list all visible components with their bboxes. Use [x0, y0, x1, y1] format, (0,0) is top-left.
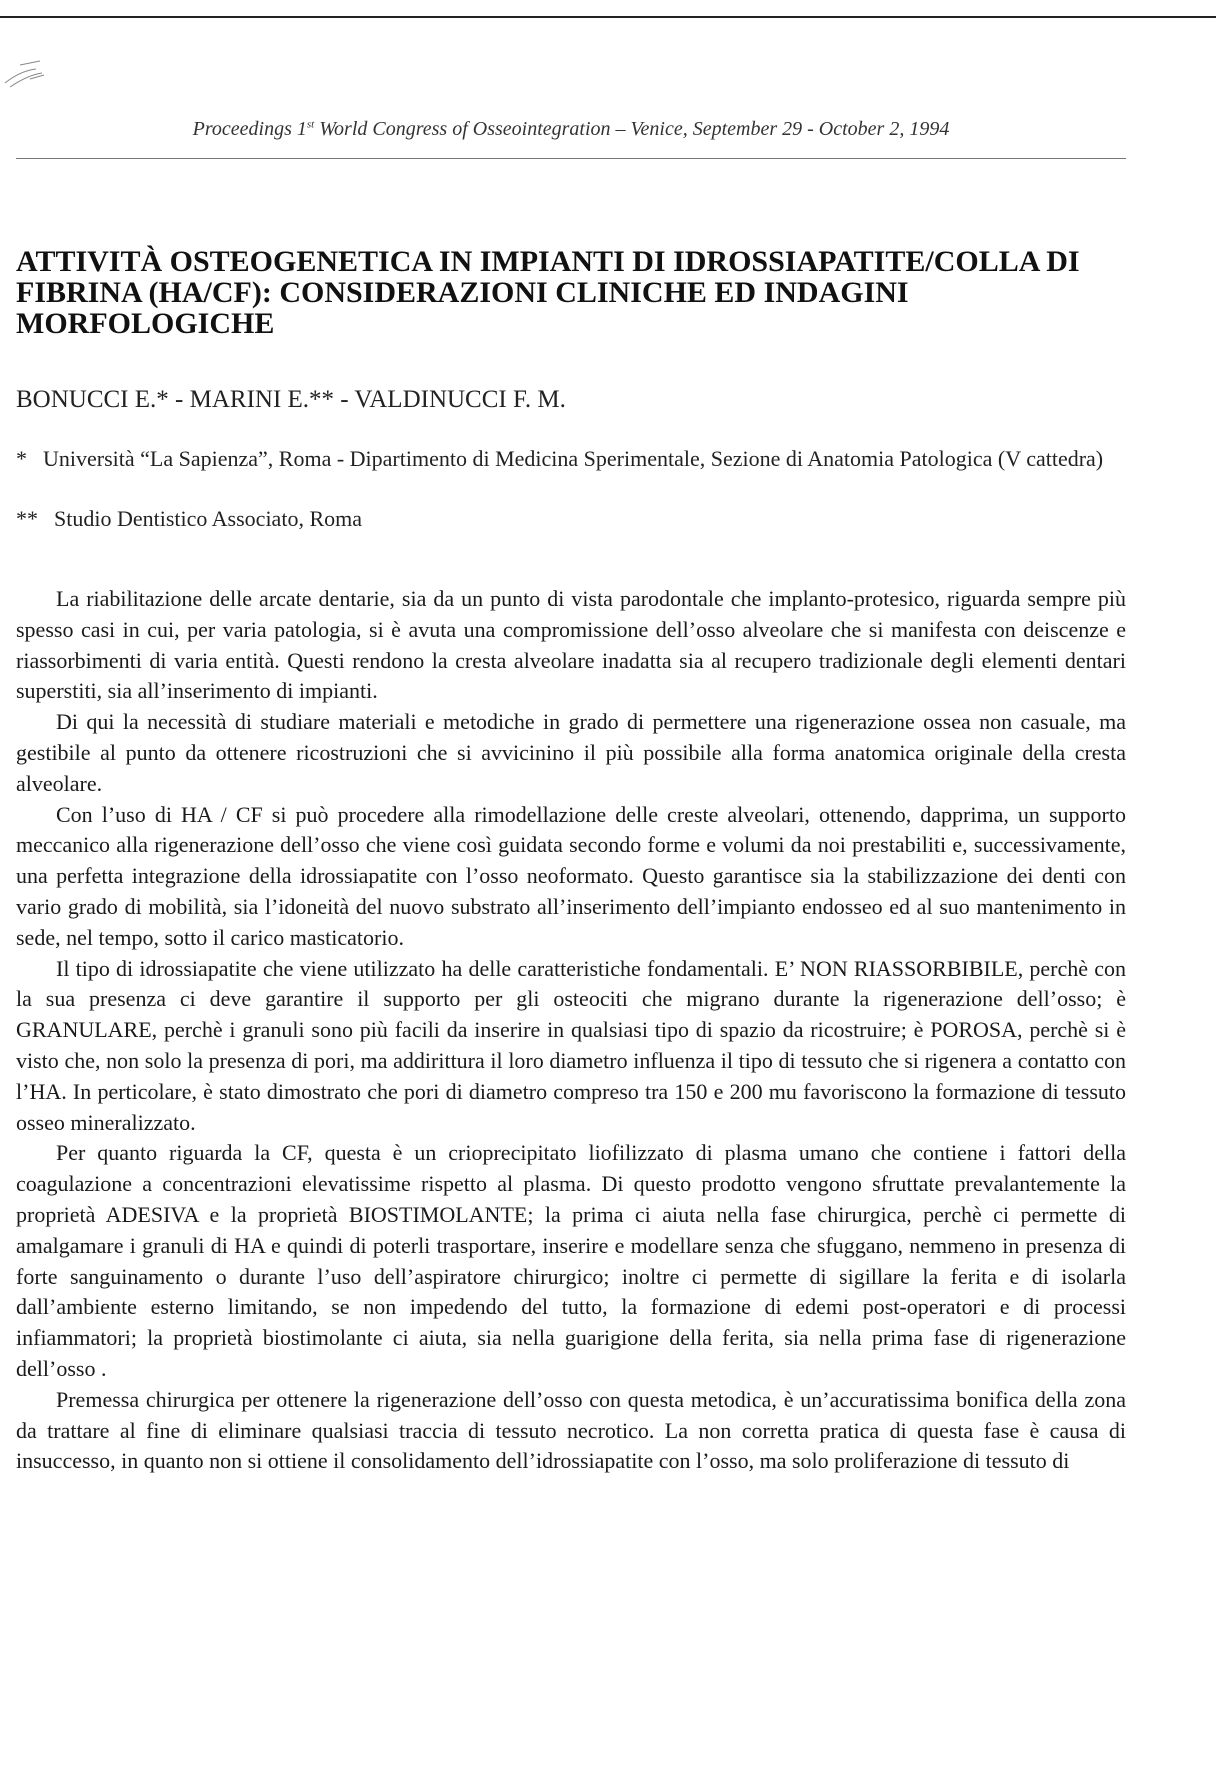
paragraph: Di qui la necessità di studiare materiali e metodiche in grado di permettere una rigenerazione ossea non casuale, ma gestibile al punto da ottenere ricostruzioni che si avvicinino il più possibile alla forma anatomica originale della cresta alveolare. [16, 709, 1126, 796]
affiliation-mark: ** [16, 506, 38, 531]
affiliation-mark: * [16, 446, 27, 471]
running-header [16, 118, 1126, 141]
paragraph: Con l’uso di HA / CF si può procedere alla rimodellazione delle creste alveolari, ottenendo, dapprima, un supporto meccanico alla rigenerazione dell’osso che viene così guidata secondo forme e volumi da noi prestabiliti e, successivamente, una perfetta integrazione della idrossiapatite con l’osso neoformato. Questo garantisce sia la stabilizzazione dei denti con vario grado di mobilità, sia l’idoneità del nuovo substrato all’inserimento dell’impianto endosseo ed al suo mantenimento in sede, nel tempo, sotto il carico masticatorio. [16, 801, 1126, 950]
header-rule [16, 158, 1126, 159]
affiliation-text: Studio Dentistico Associato, Roma [54, 506, 362, 531]
header-superscript: st [306, 118, 315, 131]
paragraph: Premessa chirurgica per ottenere la rigenerazione dell’osso con questa metodica, è un’accuratissima bonifica della zona da trattare al fine di eliminare qualsiasi traccia di tessuto necrotico. La non corretta pratica di questa fase è causa di insuccesso, in quanto non si ottiene il consolidamento dell’idrossiapatite con l’osso, ma solo proliferazione di tessuto di [16, 1386, 1126, 1474]
paragraph: La riabilitazione delle arcate dentarie, sia da un punto di vista parodontale che implanto-protesico, riguarda sempre più spesso casi in cui, per varia patologia, si è avuta una compromissione dell’osso alveolare che si manifesta con deiscenze e riassorbimenti di varia entità. Questi rendono la cresta alveolare inadatta sia al recupero tradizionale degli elementi dentari superstiti, sia all’inserimento di impianti. [16, 586, 1126, 704]
header-prefix: Proceedings 1 [192, 118, 307, 140]
affiliation-1 [16, 444, 1126, 474]
affiliation-2 [16, 504, 1126, 534]
paper-title: ATTIVITÀ OSTEOGENETICA IN IMPIANTI DI IDROSSIAPATITE/COLLA DI FIBRINA (HA/CF): CONSIDERAZIONI CLINICHE ED INDAGINI MORFOLOGICHE [16, 245, 1080, 340]
paragraph: Il tipo di idrossiapatite che viene utilizzato ha delle caratteristiche fondamentali. E’ NON RIASSORBIBILE, perchè con la sua presenza ci deve garantire il supporto per gli osteociti che migrano durante la rigenerazione dell’osso; è GRANULARE, perchè i granuli sono più facili da inserire in qualsiasi tipo di spazio da ricostruire; è POROSA, perchè si è visto che, non solo la presenza di pori, ma addirittura il loro diametro influenza il tipo di tessuto che si rigenera a contatto con l’HA. In perticolare, è stato dimostrato che pori di diametro compreso tra 150 e 200 mu favoriscono la formazione di tessuto osseo mineralizzato. [16, 955, 1126, 1135]
body-text [16, 584, 1126, 1477]
top-rule [0, 16, 1216, 18]
affiliation-text: Università “La Sapienza”, Roma - Dipartimento di Medicina Sperimentale, Sezione di Anatomia Patologica (V cattedra) [43, 446, 1104, 471]
paragraph: Per quanto riguarda la CF, questa è un crioprecipitato liofilizzato di plasma umano che contiene i fattori della coagulazione a concentrazioni elevatissime rispetto al plasma. Di questo prodotto vengono sfruttate prevalantemente la proprietà ADESIVA e la proprietà BIOSTIMOLANTE; la prima ci aiuta nella fase chirurgica, perchè ci permette di amalgamare i granuli di HA e quindi di poterli trasportare, inserire e modellare senza che sfuggano, nemmeno in presenza di forte sanguinamento o durante l’uso dell’aspiratore chirurgico; inoltre ci permette di sigillare la ferita e di isolarla dall’ambiente esterno limitando, se non impedendo del tutto, la formazione di edemi post-operatori e di processi infiammatori; la proprietà biostimolante ci aiuta, sia nella guarigione della ferita, sia nella prima fase di rigenerazione dell’osso . [16, 1140, 1126, 1381]
header-suffix: World Congress of Osseointegration – Venice, September 29 - October 2, 1994 [314, 118, 950, 140]
pen-scribble-mark [0, 55, 60, 95]
author-list: BONUCCI E.* - MARINI E.** - VALDINUCCI F. M. [16, 386, 566, 413]
